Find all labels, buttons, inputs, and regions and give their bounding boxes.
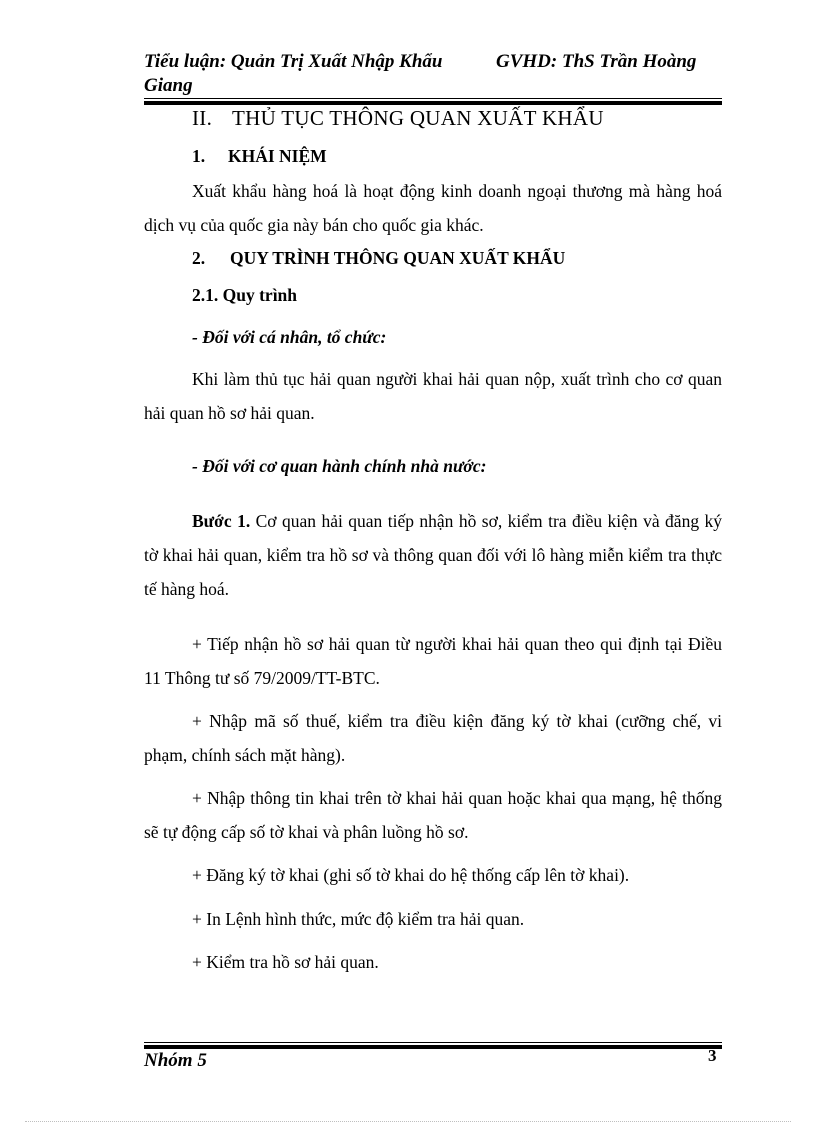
page-number: 3: [708, 1046, 717, 1065]
definition-paragraph: Xuất khẩu hàng hoá là hoạt động kinh doanh ngoại thương mà hàng hoá dịch vụ của quốc gia này bán cho quốc gia khác.: [144, 181, 722, 235]
subsection-title: KHÁI NIỆM: [228, 146, 327, 166]
footer-rule-thick: [144, 1045, 722, 1049]
step-1-label: Bước 1.: [192, 511, 251, 531]
bullet-item: + Đăng ký tờ khai (ghi số tờ khai do hệ thống cấp lên tờ khai).: [192, 865, 630, 885]
bullet-item: + Nhập thông tin khai trên tờ khai hải quan hoặc khai qua mạng, hệ thống sẽ tự động cấp số tờ khai và phân luồng hồ sơ.: [144, 788, 722, 842]
subsection-number: 1.: [192, 146, 206, 166]
section-roman: II.: [192, 106, 213, 130]
subsection-heading-1: [192, 146, 327, 167]
group-heading-state-agency: - Đối với cơ quan hành chính nhà nước:: [192, 456, 487, 476]
sub-sub-heading: 2.1. Quy trình: [192, 285, 298, 305]
individuals-paragraph: Khi làm thủ tục hải quan người khai hải quan nộp, xuất trình cho cơ quan hải quan hồ sơ hải quan.: [144, 369, 722, 423]
step-1-paragraph: [144, 504, 722, 606]
header-advisor: GVHD: ThS Trần Hoàng: [496, 51, 697, 72]
footer-rule-thin: [144, 1042, 722, 1043]
bullet-item: + Nhập mã số thuế, kiểm tra điều kiện đăng ký tờ khai (cưỡng chế, vi phạm, chính sách mặt hàng).: [144, 711, 722, 765]
footer-group: Nhóm 5: [144, 1050, 207, 1071]
bullet-item: + Tiếp nhận hồ sơ hải quan từ người khai hải quan theo qui định tại Điều 11 Thông tư số 79/2009/TT-BTC.: [144, 634, 722, 688]
footer-rule: [144, 1042, 722, 1050]
group-heading-individuals: - Đối với cá nhân, tổ chức:: [192, 327, 387, 347]
step-1-text: Cơ quan hải quan tiếp nhận hồ sơ, kiểm tra điều kiện và đăng ký tờ khai hải quan, kiểm tra hồ sơ và thông quan đối với lô hàng miễn kiểm tra thực tế hàng hoá.: [144, 511, 723, 599]
header-rule: [144, 98, 722, 104]
page-boundary: [25, 1121, 791, 1122]
header-advisor-wrap: Giang: [144, 75, 193, 96]
header-title: Tiểu luận: Quản Trị Xuất Nhập Khẩu: [144, 51, 443, 72]
bullet-item: + Kiểm tra hồ sơ hải quan.: [192, 952, 379, 972]
header-rule-thick: [144, 101, 722, 105]
section-title: THỦ TỤC THÔNG QUAN XUẤT KHẨU: [232, 106, 604, 130]
bullet-item: + In Lệnh hình thức, mức độ kiểm tra hải quan.: [192, 909, 525, 929]
section-heading: [192, 106, 604, 131]
page-header: [144, 50, 722, 98]
header-rule-thin: [144, 98, 722, 99]
subsection-heading-2: [192, 248, 565, 269]
subsection-title: QUY TRÌNH THÔNG QUAN XUẤT KHẨU: [230, 248, 566, 268]
subsection-number: 2.: [192, 248, 206, 268]
